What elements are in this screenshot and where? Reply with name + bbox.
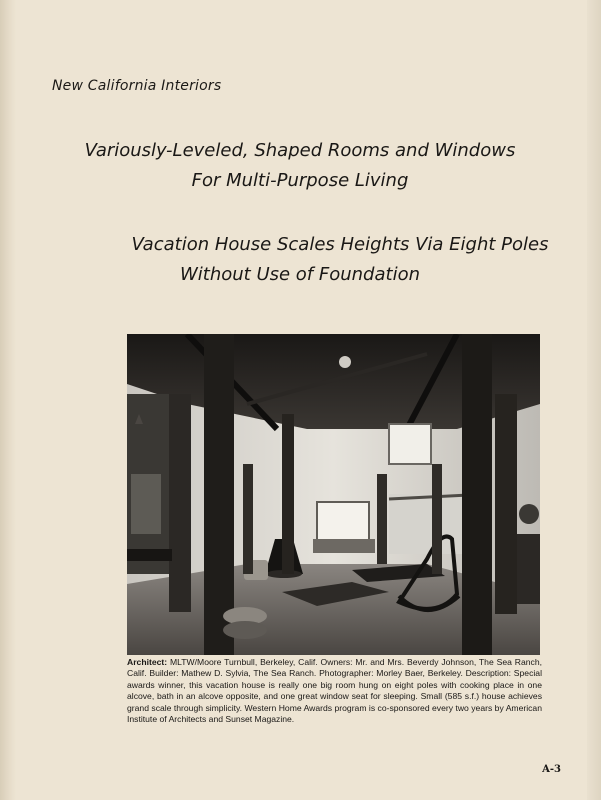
caption-text: MLTW/Moore Turnbull, Berkeley, Calif. Owners: Mr. and Mrs. Beverdy Johnson, The Sea Ranch, Calif. Builder: Mathew D. Sylvia, The Sea Ranch. Photographer: Morley Baer, Berkeley. Description: Special awards winner, this vacation house is really one big room hung on eight poles with cooking place in one alcove, bath in an alcove opposite, and one great window seat for sleeping. Small (585 s.f.) house achieves grand scale through simplicity. Western Home Awards program is co-sponsored every two years by American Institute of Architects and Sunset Magazine. (127, 657, 542, 725)
photo-caption (127, 657, 542, 725)
page-edge (587, 0, 601, 800)
binding-shadow (0, 0, 16, 800)
section-label: New California Interiors (52, 78, 222, 94)
headline-line-2: For Multi-Purpose Living (191, 170, 409, 191)
headline-line-1: Variously-Leveled, Shaped Rooms and Windows (84, 140, 516, 161)
page-number: A-3 (542, 764, 561, 775)
subheadline-line-1: Vacation House Scales Heights Via Eight Poles (131, 234, 549, 255)
subheadline-line-2: Without Use of Foundation (179, 264, 420, 285)
interior-photo (127, 334, 540, 655)
interior-photo-drawing (127, 334, 540, 655)
caption-label: Architect: (127, 657, 168, 667)
